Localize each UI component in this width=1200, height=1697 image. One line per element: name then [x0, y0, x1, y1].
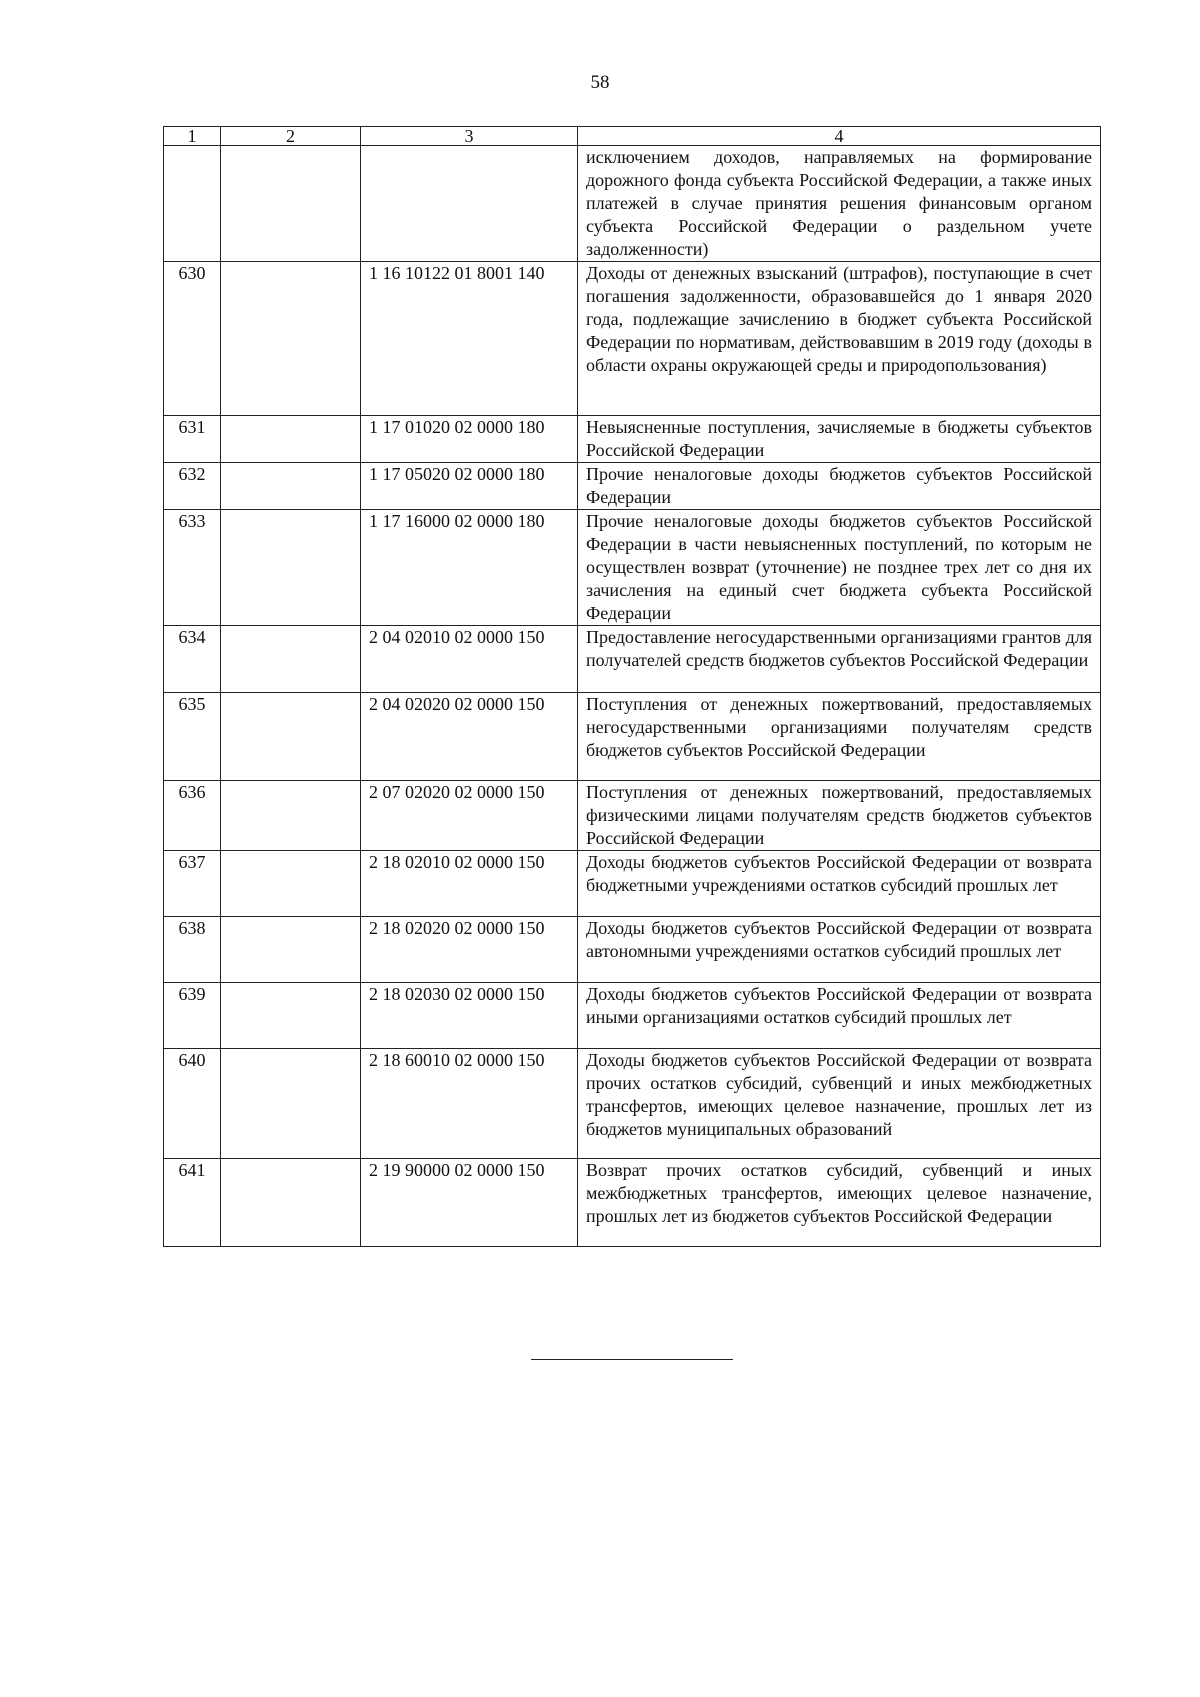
administrator-code — [221, 917, 361, 983]
row-number: 638 — [164, 917, 221, 983]
row-number: 634 — [164, 626, 221, 693]
column-header-3: 3 — [361, 127, 578, 146]
row-number: 640 — [164, 1049, 221, 1159]
revenue-description: Невыясненные поступления, зачисляемые в бюджеты субъектов Российской Федерации — [578, 416, 1101, 463]
table-row — [164, 693, 1101, 781]
administrator-code — [221, 983, 361, 1049]
administrator-code — [221, 626, 361, 693]
budget-classification-code: 2 18 02020 02 0000 150 — [361, 917, 578, 983]
row-number: 633 — [164, 510, 221, 626]
table-row — [164, 1049, 1101, 1159]
revenue-description: Прочие неналоговые доходы бюджетов субъектов Российской Федерации в части невыясненных поступлений, по которым не осуществлен возврат (уточнение) не позднее трех лет со дня их зачисления на единый счет бюджета субъекта Российской Федерации — [578, 510, 1101, 626]
budget-classification-code: 2 18 60010 02 0000 150 — [361, 1049, 578, 1159]
page-number: 58 — [590, 72, 610, 93]
revenue-description: Поступления от денежных пожертвований, предоставляемых физическими лицами получателям средств бюджетов субъектов Российской Федерации — [578, 781, 1101, 851]
administrator-code — [221, 1159, 361, 1247]
administrator-code — [221, 146, 361, 262]
table-row — [164, 463, 1101, 510]
budget-classification-code: 1 17 16000 02 0000 180 — [361, 510, 578, 626]
revenue-description: Доходы бюджетов субъектов Российской Федерации от возврата иными организациями остатков субсидий прошлых лет — [578, 983, 1101, 1049]
row-number: 631 — [164, 416, 221, 463]
administrator-code — [221, 262, 361, 416]
table-row — [164, 416, 1101, 463]
column-header-2: 2 — [221, 127, 361, 146]
row-number: 637 — [164, 851, 221, 917]
closing-rule-divider — [531, 1359, 733, 1360]
table-header-row — [164, 127, 1101, 146]
revenue-description: Предоставление негосударственными организациями грантов для получателей средств бюджетов субъектов Российской Федерации — [578, 626, 1101, 693]
revenue-description: исключением доходов, направляемых на формирование дорожного фонда субъекта Российской Федерации, а также иных платежей в случае принятия решения финансовым органом субъекта Российской Федерации о раздельном учете задолженности) — [578, 146, 1101, 262]
budget-classification-code: 1 16 10122 01 8001 140 — [361, 262, 578, 416]
table-row — [164, 1159, 1101, 1247]
revenue-description: Поступления от денежных пожертвований, предоставляемых негосударственными организациями получателям средств бюджетов субъектов Российской Федерации — [578, 693, 1101, 781]
administrator-code — [221, 463, 361, 510]
budget-classification-code: 2 18 02030 02 0000 150 — [361, 983, 578, 1049]
row-number: 632 — [164, 463, 221, 510]
budget-classification-code: 2 19 90000 02 0000 150 — [361, 1159, 578, 1247]
row-number: 635 — [164, 693, 221, 781]
row-number — [164, 146, 221, 262]
row-number: 636 — [164, 781, 221, 851]
table-row — [164, 146, 1101, 262]
row-number: 639 — [164, 983, 221, 1049]
administrator-code — [221, 781, 361, 851]
budget-classification-code — [361, 146, 578, 262]
budget-classification-code: 1 17 01020 02 0000 180 — [361, 416, 578, 463]
column-header-4: 4 — [578, 127, 1101, 146]
budget-classification-code: 2 18 02010 02 0000 150 — [361, 851, 578, 917]
column-header-1: 1 — [164, 127, 221, 146]
administrator-code — [221, 416, 361, 463]
budget-classification-code: 2 04 02010 02 0000 150 — [361, 626, 578, 693]
row-number: 641 — [164, 1159, 221, 1247]
revenue-description: Доходы бюджетов субъектов Российской Федерации от возврата прочих остатков субсидий, субвенций и иных межбюджетных трансфертов, имеющих целевое назначение, прошлых лет из бюджетов муниципальных образований — [578, 1049, 1101, 1159]
budget-classification-code: 2 04 02020 02 0000 150 — [361, 693, 578, 781]
table-row — [164, 262, 1101, 416]
administrator-code — [221, 693, 361, 781]
table-row — [164, 510, 1101, 626]
revenue-description: Возврат прочих остатков субсидий, субвенций и иных межбюджетных трансфертов, имеющих целевое назначение, прошлых лет из бюджетов субъектов Российской Федерации — [578, 1159, 1101, 1247]
budget-classification-code: 2 07 02020 02 0000 150 — [361, 781, 578, 851]
revenue-description: Доходы от денежных взысканий (штрафов), поступающие в счет погашения задолженности, образовавшейся до 1 января 2020 года, подлежащие зачислению в бюджет субъекта Российской Федерации по нормативам, действовавшим в 2019 году (доходы в области охраны окружающей среды и природопользования) — [578, 262, 1101, 416]
table-row — [164, 626, 1101, 693]
revenue-description: Доходы бюджетов субъектов Российской Федерации от возврата бюджетными учреждениями остатков субсидий прошлых лет — [578, 851, 1101, 917]
table-body — [164, 146, 1101, 1247]
budget-classification-code: 1 17 05020 02 0000 180 — [361, 463, 578, 510]
table-row — [164, 917, 1101, 983]
administrator-code — [221, 510, 361, 626]
table-row — [164, 781, 1101, 851]
row-number: 630 — [164, 262, 221, 416]
administrator-code — [221, 1049, 361, 1159]
revenue-description: Прочие неналоговые доходы бюджетов субъектов Российской Федерации — [578, 463, 1101, 510]
table-row — [164, 851, 1101, 917]
revenue-codes-table — [163, 126, 1101, 1247]
table-row — [164, 983, 1101, 1049]
administrator-code — [221, 851, 361, 917]
revenue-description: Доходы бюджетов субъектов Российской Федерации от возврата автономными учреждениями остатков субсидий прошлых лет — [578, 917, 1101, 983]
